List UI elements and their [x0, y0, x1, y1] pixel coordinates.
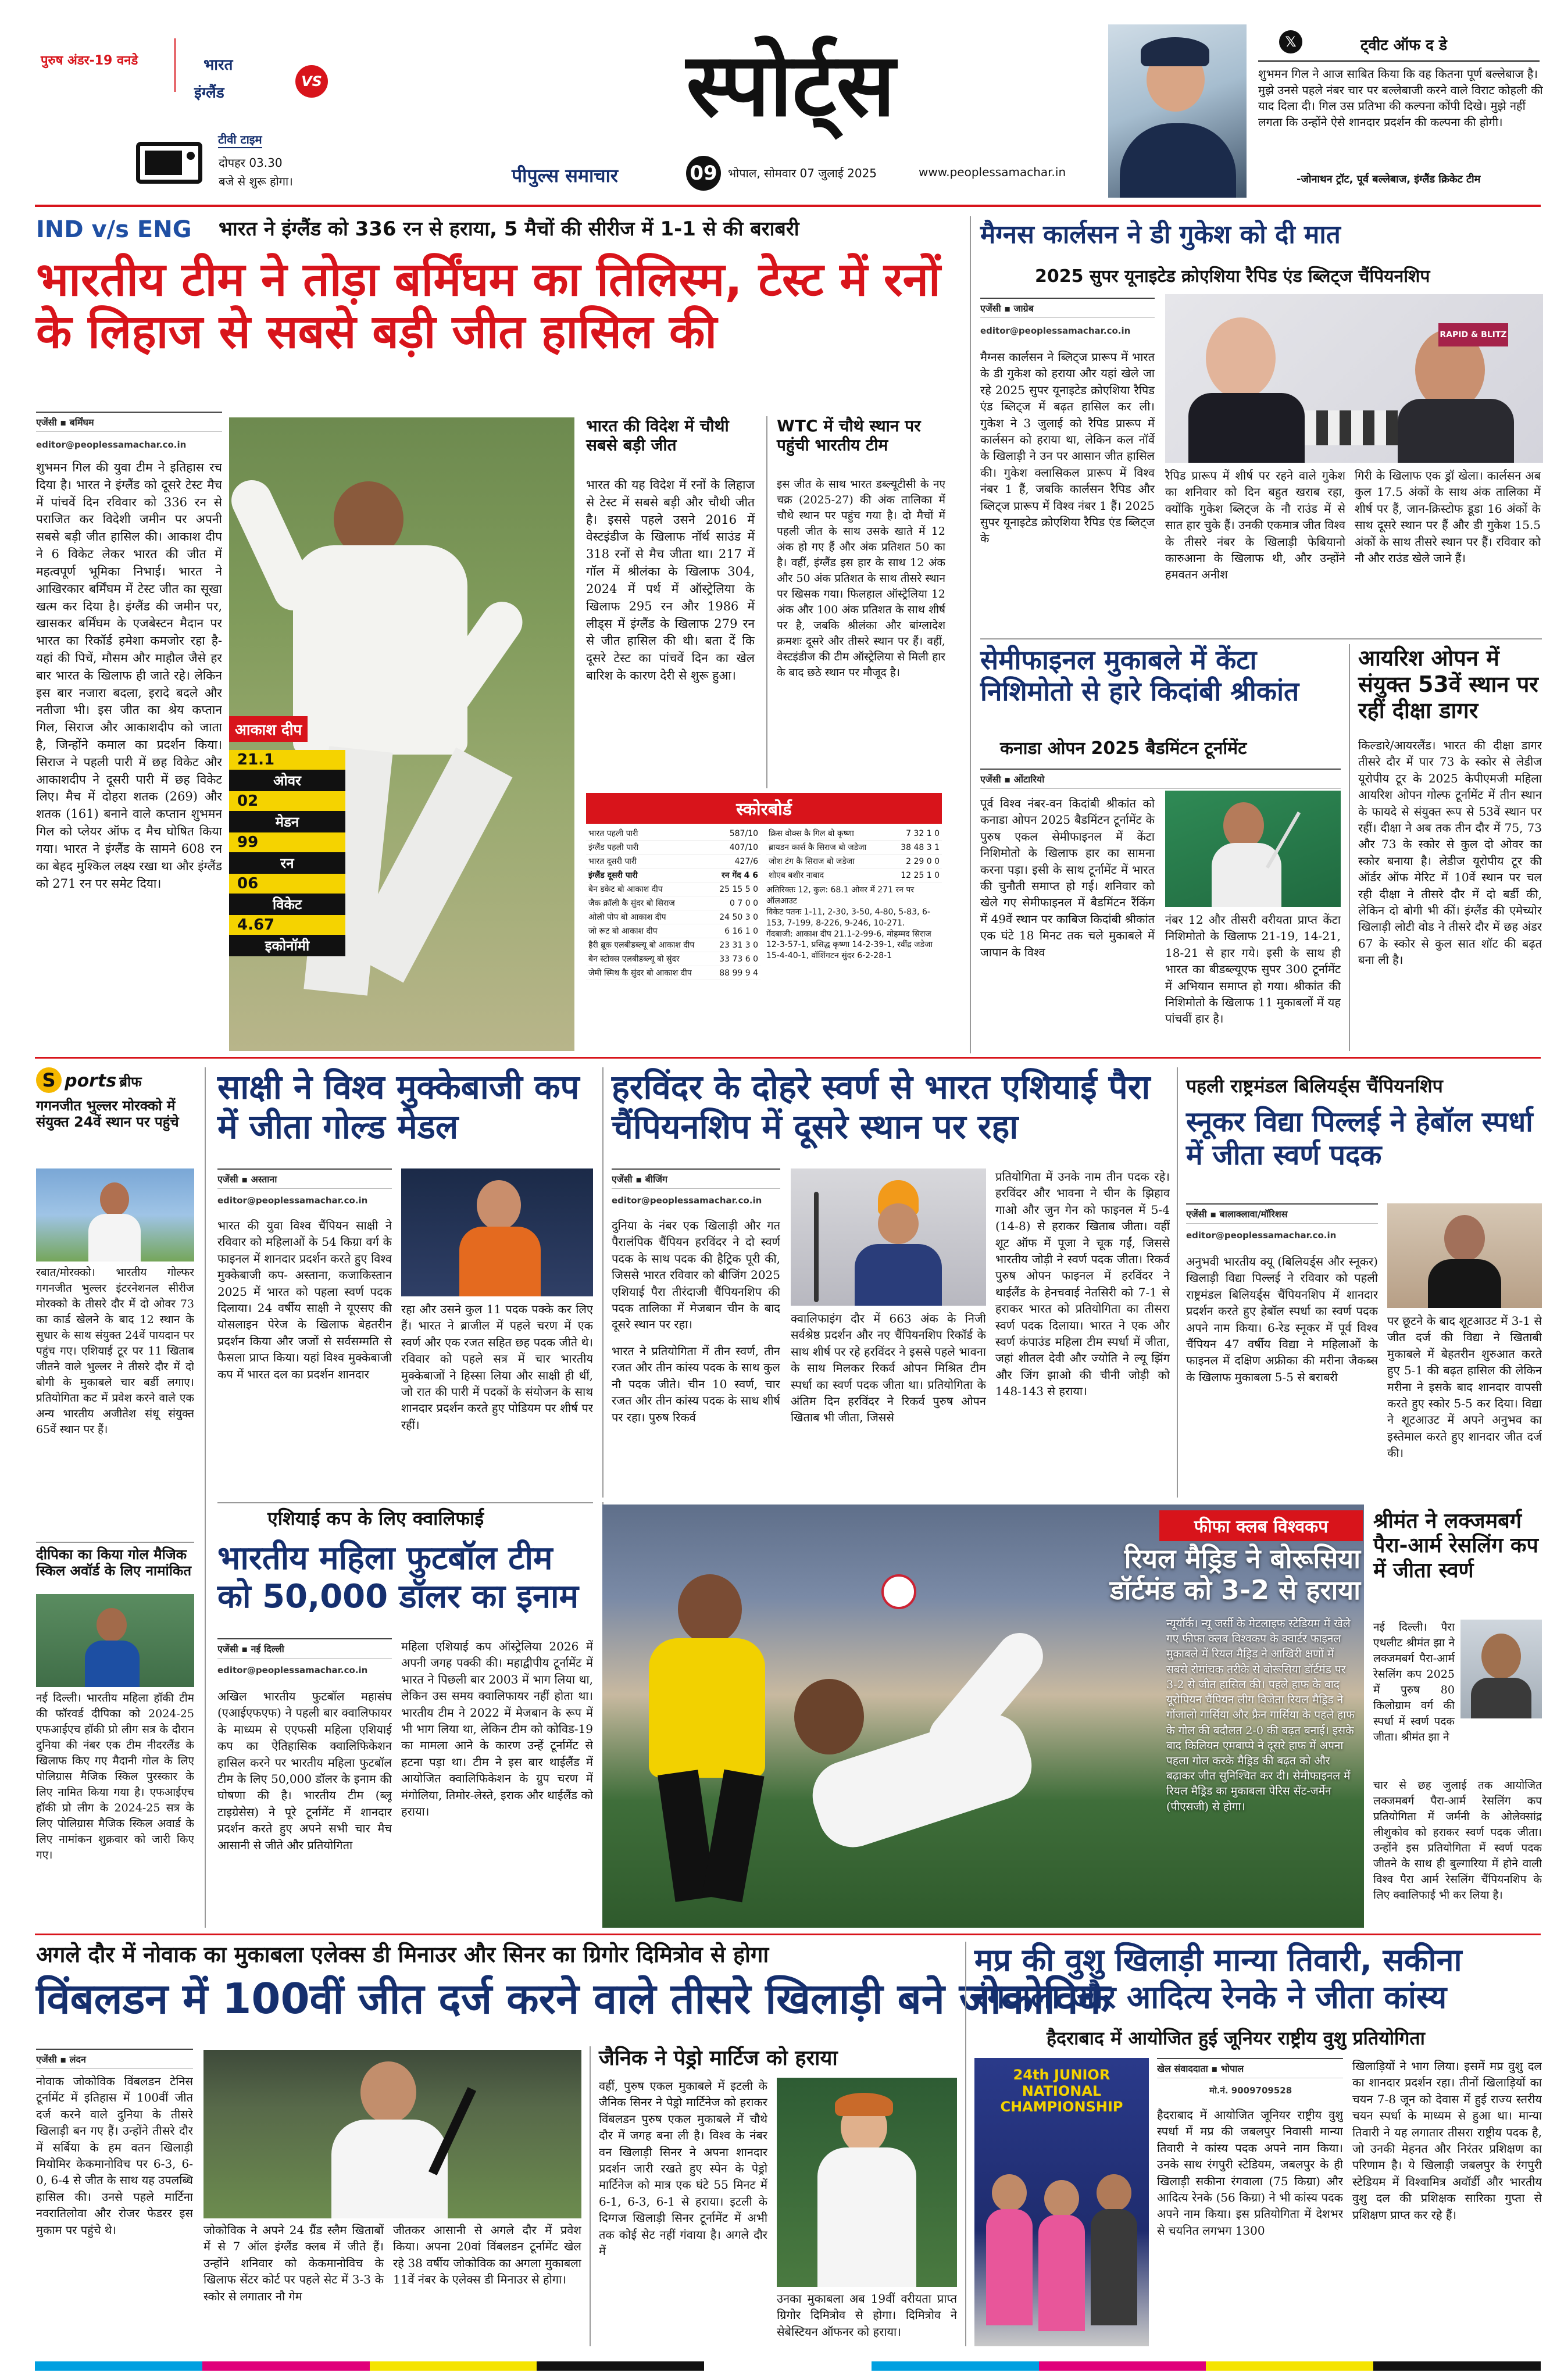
shrimant-photo [1460, 1620, 1542, 1718]
score-row: भारत पहली पारी 587/10 [586, 827, 760, 841]
score-row: जेमी स्मिथ कै सुंदर बो आकाश दीप 88 99 9 4 [586, 966, 760, 980]
sinner-title: जैनिक ने पेड्रो मार्टिज को हराया [599, 2046, 838, 2070]
sakshi-email: editor@peoplessamachar.co.in [217, 1195, 368, 1206]
score-row: हैरी ब्रूक एलबीडब्ल्यू बो आकाश दीप 23 31 3 0 [586, 938, 760, 952]
tv-time-label: टीवी टाइम [218, 131, 262, 148]
carlsen-body2: रैपिड प्रारूप में शीर्ष पर रहने वाले गुकेश का शनिवार को दिन बहुत खराब रहा, क्योंकि गुकेश ब्लिट्ज के नौ राउंड में से सात हार चुके हैं। उनकी एकमात्र जीत विश्व के तीसरे नंबर के खिलाड़ी फेबियानो कारुआना के खिलाफ थी, और उन्होंने हमवतन अनीश [1165, 469, 1345, 582]
divider [1349, 644, 1350, 1051]
player-name-tag: आकाश दीप [229, 716, 308, 742]
brief2-title: दीपिका का किया गोल मैजिक स्किल अवॉर्ड के लिए नामांकित [36, 1546, 192, 1579]
djokovic-photo [203, 2050, 581, 2218]
masthead: स्पोर्ट्स [686, 35, 895, 136]
divider [980, 638, 1542, 639]
side1-body: भारत की यह विदेश में रनों के लिहाज से टेस्ट में सबसे बड़ी और चौथी जीत है। इससे पहले उसने 2016 में वेस्टइंडीज के खिलाफ नॉर्थ साउंड में 318 रनों से मैच जीता था। 217 में गॉल में श्रीलंका के खिलाफ 304, 2024 में पर्थ में ऑस्ट्रेलिया के खिलाफ 295 रन और 1986 में लीड्स में इंग्लैंड के खिलाफ 279 रन से जीत हासिल की थी। बता दें कि दूसरे टेस्ट का पांचवें दिन का खेल बारिश के कारण देरी से शुरू हुआ। [586, 478, 755, 682]
badminton-body2: नंबर 12 और तीसरी वरीयता प्राप्त केंटा निशिमोतो के खिलाफ 21-19, 14-21, 18-21 से हार गये। इसी के साथ ही भारत का बीडब्ल्यूएफ सुपर 300 टूर्नामेंट में अभियान समाप्त हो गया। श्रीकांत की निशिमोतो के खिलाफ 11 मुकाबलों में यह पांचवीं हार है। [1165, 913, 1341, 1026]
trott-photo [1108, 24, 1247, 198]
brief-logo-rest: ports [65, 1071, 117, 1091]
snooker-kicker: पहली राष्ट्रमंडल बिलियर्ड्स चैंपियनशिप [1186, 1075, 1443, 1097]
score-row: शोएब बशीर नाबाद 12 25 1 0 [766, 869, 942, 882]
section-rule [35, 1934, 1541, 1935]
shrimant-headline: श्रीमंत ने लक्जमबर्ग पैरा-आर्म रेसलिंग कप में जीता स्वर्ण [1373, 1509, 1538, 1582]
harvinder-headline: हरविंदर के दोहरे स्वर्ण से भारत एशियाई पैरा चैंपियनशिप में दूसरे स्थान पर रहा [612, 1067, 1151, 1147]
divider [965, 1942, 966, 2346]
stat-value: 99 [229, 832, 345, 852]
vidya-photo [1387, 1203, 1542, 1308]
tv-sub: बजे से शुरू होगा। [219, 174, 293, 188]
stat-value: 06 [229, 874, 345, 894]
side2-title: WTC में चौथे स्थान पर पहुंची भारतीय टीम [777, 416, 921, 455]
sinner-photo [777, 2078, 957, 2287]
fifa-tag: फीफा क्लब विश्वकप [1159, 1510, 1363, 1541]
wushu-photo [974, 2058, 1149, 2346]
sakshi-byline: एजेंसी ▪ अस्ताना [217, 1168, 392, 1189]
snooker-body1: अनुभवी भारतीय क्यू (बिलियर्ड्स और स्नूकर) खिलाड़ी विद्या पिल्लई ने रविवार को पहली राष्ट्रमंडल बिलियर्ड्स चैंपियनशिप में शानदार प्रदर्शन करते हुए हेबॉल स्पर्धा का स्वर्ण पदक अपने नाम किया। 6-रेड स्नूकर में पूर्व विश्व चैंपियन 47 वर्षीय विद्या ने महिलाओं के फाइनल में दक्षिण अफ्रीका की मरीना जैकब्स के खिलाफ मुकाबला 5-5 से बराबरी [1186, 1255, 1378, 1384]
scoreboard-left [586, 827, 760, 980]
sakshi-photo [401, 1168, 593, 1296]
harvinder-body4: प्रतियोगिता में उनके नाम तीन पदक रहे। हरविंदर और भावना ने चीन के झिहाव गाओ और जुन गेन को फाइनल में 5-4 (14-8) से हराकर खिताब जीता। वहीं शूट ऑफ में पूजा ने चूक गईं, जिससे भारतीय जोड़ी ने स्वर्ण पदक जीता। रिकर्व पुरुष ओपन फाइनल में हरविंदर ने थाईलैंड के हेनचवाई नेतसिरी को 7-1 से हराकर भारत को प्रतियोगिता का तीसरा स्वर्ण पदक दिलाया। भारत ने एक और स्वर्ण कंपाउंड महिला टीम स्पर्धा में जीता, जहां शीतल देवी और ज्योति ने ल्यू झिंग और जिंग झाओ की चीनी जोड़ी को 148-143 से हराया। [995, 1170, 1170, 1399]
stat-label: विकेट [229, 894, 345, 915]
divider [217, 1502, 593, 1503]
wushu-banner: 24th JUNIOR NATIONAL CHAMPIONSHIP [1000, 2067, 1123, 2115]
score-summary: अतिरिक्तः 12, कुल: 68.1 ओवर में 271 रन पर ऑलआउट विकेट पतनः 1-11, 2-30, 3-50, 4-80, 5-83, 6-153, 7-199, 8-226, 9-246, 10-271. गेंदबाजी: आकाश दीप 21.1-2-99-6, मोहम्मद सिराज 12-3-57-1, प्रसिद्ध कृष्णा 14-2-39-1, रवींद्र जडेजा 15-4-40-1, वॉशिंगटन सुंदर 6-2-28-1 [766, 885, 933, 961]
wushu-body2: खिलाड़ियों ने भाग लिया। इसमें मप्र वुशु दल का शानदार प्रदर्शन रहा। तीनों खिलाड़ियों का चयन 7-8 जून को देवास में हुई राज्य स्तरीय चयन स्पर्धा के माध्यम से हुआ था। मान्या तिवारी ने यह लगातार तीसरा राष्ट्रीय पदक है, जो उनकी मेहनत और निरंतर प्रशिक्षण का परिणाम है। ये खिलाड़ी जबलपुर के रंगपुरी स्टेडियम में विश्वामित्र अवॉर्डी और भारतीय वुशु दल की प्रशिक्षक सारिका गुप्ता से प्रशिक्षण प्राप्त कर रहे हैं। [1352, 2059, 1542, 2222]
stat-label: इकोनॉमी [229, 935, 345, 956]
djokovic-body2: जोकोविक ने अपने 24 ग्रैंड स्लैम खिताबों में से 7 ऑल इंग्लैंड क्लब में जीते हैं। उन्होंने शनिवार को केकमानोविच के खिलाफ सेंटर कोर्ट पर पहले सेट में 3-3 के स्कोर से लगातार नौ गेम [203, 2223, 384, 2303]
carlsen-email: editor@peoplessamachar.co.in [980, 326, 1131, 336]
carlsen-body3: गिरी के खिलाफ एक ड्रॉ खेला। कार्लसन अब कुल 17.5 अंकों के साथ अंक तालिका में शीर्ष पर हैं, जान-क्रिस्टोफ डूडा 16 अंकों के साथ दूसरे स्थान पर हैं और डी गुकेश 15.5 अंकों के साथ तीसरे स्थान पर हैं। रविवार को नौ और राउंड खेले जाने हैं। [1355, 469, 1541, 565]
brief1-body: रबात/मोरक्को। भारतीय गोल्फर गगनजीत भुल्लर इंटरनेशनल सीरीज मोरक्को के तीसरे दौर में दो ओवर 73 का कार्ड खेलने के बाद 12 स्थान के सुधार के साथ संयुक्त 24वें पायदान पर पहुंच गए। एशियाई टूर पर 11 खिताब जीतने वाले भुल्लर ने तीसरे दौर में दो बोगी के मुकाबले चार बर्डी लगाए। प्रतियोगिता कट में प्रवेश करने वाले एक अन्य भारतीय अजीतेश संधू संयुक्त 65वें स्थान पर हैं। [36, 1266, 194, 1436]
divider [36, 1542, 194, 1543]
side1-title: भारत की विदेश में चौथी सबसे बड़ी जीत [586, 416, 729, 455]
lead-kicker: भारत ने इंग्लैंड को 336 रन से हराया, 5 मैचों की सीरीज में 1-1 से की बराबरी [219, 217, 799, 241]
football-byline: एजेंसी ▪ नई दिल्ली [217, 1638, 392, 1659]
divider [766, 416, 767, 788]
tv-time: दोपहर 03.30 [219, 156, 283, 170]
tweet-body: शुभमन गिल ने आज साबित किया कि वह कितना पूर्ण बल्लेबाज है। मुझे उनसे पहले नंबर चार पर बल्लेबाजी करने वाले विराट कोहली की याद दिला दी। गिल उस प्रतिभा की कल्पना कोंपी दिखे। मुझे नहीं लगता कि उन्होंने ऐसे शानदार प्रदर्शन की कल्पना की होगी। [1258, 67, 1543, 129]
stat-label: मेडन [229, 811, 345, 832]
wushu-mobile: मो.नं. 9009709528 [1209, 2085, 1292, 2096]
column-divider [970, 216, 971, 1053]
tweet-sign: -जोनाथन ट्रॉट, पूर्व बल्लेबाज, इंग्लैंड क्रिकेट टीम [1297, 173, 1481, 185]
carlsen-body1: मैग्नस कार्लसन ने ब्लिट्ज प्रारूप में भारत के डी गुकेश को हराया और यहां खेले जा रहे 2025 सुपर यूनाइटेड क्रोएशिया रैपिड एंड ब्लिट्ज में बढ़त हासिल कर ली। गुकेश ने 3 जुलाई को रैपिड प्रारूप में कार्लसन को हराया था, लेकिन कल नॉर्वे के खिलाड़ी ने उन पर आसान जीत हासिल की। गुकेश क्लासिकल प्रारूप में विश्व नंबर 1 हैं, जबकि कार्लसन रैपिड और ब्लिट्ज प्रारूप में विश्व नंबर 1 हैं। 2025 सुपर यूनाइटेड क्रोएशिया रैपिड एंड ब्लिट्ज के [980, 350, 1155, 546]
srikanth-photo [1165, 791, 1341, 907]
shrimant-body2: चार से छह जुलाई तक आयोजित लक्जमबर्ग पैरा-आर्म रेसलिंग कप प्रतियोगिता में जर्मनी के ओलेक्सांद्र लीशुकोव को हराकर स्वर्ण पदक जीता। उन्होंने इस प्रतियोगिता में स्वर्ण पदक जीतने के साथ ही बुल्गारिया में होने वाली विश्व पैरा आर्म रेसलिंग चैंपियनशिप के लिए क्वालिफाई भी कर लिया है। [1373, 1779, 1542, 1902]
divider [174, 38, 176, 92]
score-row: जो रूट बो आकाश दीप 6 16 1 0 [586, 924, 760, 938]
fifa-body: न्यूयॉर्क। न्यू जर्सी के मेटलाइफ स्टेडियम में खेले गए फीफा क्लब विश्वकप के क्वार्टर फाइनल मुकाबले में रियल मैड्रिड ने आखिरी क्षणों में सबसे रोमांचक तरीके से बोरूसिया डॉर्टमंड पर 3-2 से जीत हासिल की। पहले हाफ के बाद यूरोपियन चैंपियन लीग विजेता रियल मैड्रिड ने गोंजालो गार्सिया और फ्रैन गार्सिया के पहले हाफ के गोल की बदौलत 2-0 की बढ़त बनाई। इसके बाद किलियन एमबाप्पे ने दूसरे हाफ में अपना पहला गोल करके मैड्रिड की बढ़त को और बढ़ाकर जीत सुनिश्चित कर दी। सेमीफाइनल में रियल मैड्रिड का मुकाबला पेरिस सेंट-जर्मेन (पीएसजी) से होगा। [1166, 1617, 1355, 1813]
djokovic-body3: जीतकर आसानी से अगले दौर में प्रवेश किया। अपना 20वां विंबलडन टूर्नामेंट खेल रहे 38 वर्षीय जोकोविक का अगला मुकाबला 11वें नंबर के एलेक्स डी मिनाउर से होगा। [393, 2223, 581, 2287]
sakshi-body1: भारत की युवा विश्व चैंपियन साक्षी ने रविवार को महिलाओं के 54 किग्रा वर्ग के फाइनल में शानदार प्रदर्शन करते हुए विश्व मुक्केबाजी कप- अस्ताना, कजाकिस्तान 2025 में भारत को पहला स्वर्ण पदक दिलाया। 24 वर्षीय साक्षी ने यूएसए की योसलाइन पेरेज के खिलाफ बेहतरीन प्रदर्शन किया और जजों से सर्वसम्मति से फैसला प्राप्त किया। यहां विश्व मुक्केबाजी कप में भारत दल का प्रदर्शन शानदार [217, 1218, 392, 1381]
stats-box [229, 750, 345, 956]
football-email: editor@peoplessamachar.co.in [217, 1665, 368, 1675]
score-row: जैक क्रॉली कै सुंदर बो सिराज 0 7 0 0 [586, 896, 760, 910]
djokovic-headline: विंबलडन में 100वीं जीत दर्ज करने वाले तीसरे खिलाड़ी बने जोकोविक [36, 1974, 1110, 2023]
carlsen-headline: मैग्नस कार्लसन ने डी गुकेश को दी मात [980, 220, 1341, 249]
divider [590, 2046, 591, 2346]
score-row: ब्रायडन कार्स कै सिराज बो जडेजा 38 48 3 1 [766, 841, 942, 855]
score-row: जोश टंग कै सिराज बो जडेजा 2 29 0 0 [766, 855, 942, 869]
harvinder-body3: भारत ने प्रतियोगिता में तीन स्वर्ण, तीन रजत और तीन कांस्य पदक के साथ कुल नौ पदक जीते। चीन 10 स्वर्ण, चार रजत और तीन कांस्य पदक के साथ शीर्ष पर रहा। पुरुष रिकर्व [612, 1344, 780, 1424]
djokovic-byline: एजेंसी ▪ लंदन [36, 2049, 193, 2069]
page-number: 09 [686, 156, 721, 191]
dateline: भोपाल, सोमवार 07 जुलाई 2025 [728, 166, 877, 180]
wushu-byline: खेल संवाददाता ▪ भोपाल [1157, 2058, 1343, 2078]
section-rule [35, 1057, 1541, 1059]
shrimant-body1: नई दिल्ली। पैरा एथलीट श्रीमंत झा ने लक्जमबर्ग पैरा-आर्म रेसलिंग कप 2025 में पुरुष 80 किलोग्राम वर्ग की स्पर्धा में स्वर्ण पदक जीता। श्रीमंत झा ने [1373, 1621, 1455, 1743]
brief2-body: नई दिल्ली। भारतीय महिला हॉकी टीम की फॉरवर्ड दीपिका को 2024-25 एफआईएच हॉकी प्रो लीग सत्र के दौरान दुनिया की नंबर एक टीम नीदरलैंड के खिलाफ किए गए मैदानी गोल के लिए पोलिग्रास मैजिक स्किल पुरस्कार के लिए नामित किया गया है। एफआईएच हॉकी प्रो लीग के 2024-25 सत्र के लिए पोलिग्रास मैजिक स्किल अवार्ड के लिए नामांकन शुक्रवार को जारी किए गए। [36, 1692, 194, 1861]
sinner-body1: वहीं, पुरुष एकल मुकाबले में इटली के जैनिक सिनर ने पेड्रो मार्टिनेज को हराकर विंबलडन पुरुष एकल मुकाबले में चौथे दौर में जगह बना ली है। विश्व के नंबर वन खिलाड़ी सिनर ने अपना शानदार प्रदर्शन जारी रखते हुए स्पेन के पेड्रो मार्टिनेज को मात्र एक घंटे 55 मिनट में 6-1, 6-3, 6-1 से हराया। इटली के दिग्गज खिलाड़ी सिनर टूर्नामेंट में अभी तक कोई सेट नहीं गंवाया है। अगले दौर में [599, 2079, 767, 2258]
djokovic-body1: नोवाक जोकोविक विंबलडन टेनिस टूर्नामेंट में इतिहास में 100वीं जीत दर्ज करने वाले दुनिया के तीसरे खिलाड़ी बन गए हैं। उन्होंने तीसरे दौर में सर्बिया के हम वतन खिलाड़ी मियोमिर केकमानोविच पर 6-3, 6-0, 6-4 से जीत के साथ यह उपलब्धि हासिल की। उनसे पहले मार्टिना नवरातिलोवा और रोजर फेडरर इस मुकाम पर पहुंचे थे। [36, 2074, 193, 2237]
website[interactable]: www.peoplessamachar.in [919, 165, 1066, 179]
football-body2: महिला एशियाई कप ऑस्ट्रेलिया 2026 में अपनी जगह पक्की की। महाद्वीपीय टूर्नामेंट में भारत ने पिछली बार 2003 में भाग लिया था, लेकिन उस समय क्वालिफायर नहीं होता था। भारतीय टीम ने 2022 में मेजबान के रूप में भी भाग लिया था, लेकिन टीम को कोविड-19 का मामला आने के कारण उन्हें टूर्नामेंट से हटना पड़ा था। टीम ने इस बार थाईलैंड में आयोजित क्वालिफिकेशन के ग्रुप चरण में मंगोलिया, तिमोर-लेस्ते, इराक और थाईलैंड को हराया। [401, 1639, 593, 1818]
stat-label: रन [229, 852, 345, 874]
tv-icon [136, 142, 202, 184]
lead-email: editor@peoplessamachar.co.in [36, 439, 187, 450]
team1: भारत [203, 56, 233, 74]
print-color-bar [35, 2361, 1541, 2371]
score-row: बेन डकेट बो आकाश दीप 25 15 5 0 [586, 882, 760, 896]
football-headline: भारतीय महिला फुटबॉल टीम को 50,000 डॉलर का इनाम [217, 1539, 579, 1616]
sakshi-headline: साक्षी ने विश्व मुक्केबाजी कप में जीता गोल्ड मेडल [217, 1067, 580, 1147]
fifa-headline: रियल मैड्रिड ने बोरूसिया डॉर्टमंड को 3-2 से हराया [1109, 1543, 1360, 1606]
badminton-headline: सेमीफाइनल मुकाबले में केंटा निशिमोतो से हारे किदांबी श्रीकांत [980, 644, 1299, 707]
harvinder-email: editor@peoplessamachar.co.in [612, 1195, 762, 1206]
paper-name: पीपुल्स समाचार [512, 165, 618, 187]
snooker-headline: स्नूकर विद्या पिल्लई ने हेबॉल स्पर्धा में जीता स्वर्ण पदक [1186, 1106, 1533, 1171]
score-row: ओली पोप बो आकाश दीप 24 50 3 0 [586, 910, 760, 924]
sakshi-body2: रहा और उसने कुल 11 पदक पक्के कर लिए हैं। भारत ने ब्राजील में पहले चरण में एक स्वर्ण और एक रजत सहित छह पदक जीते थे। रविवार को पहले सत्र में चार भारतीय मुक्केबाजों ने हिस्सा लिया और साक्षी ही थीं, जो रात की पारी में पदकों के संयोजन के साथ शानदार प्रदर्शन करते हुए पोडियम पर शीर्ष पर रहीं। [401, 1302, 593, 1432]
header-rule [35, 205, 1541, 207]
stat-value: 21.1 [229, 750, 345, 770]
wushu-body1: हैदराबाद में आयोजित जूनियर राष्ट्रीय वुशु स्पर्धा में मप्र की जबलपुर निवासी मान्या तिवारी ने कांस्य पदक अपने नाम किया। उनके साथ रंगपुरी स्टेडियम, जबलपुर के ही खिलाड़ी सकीना रंगवाला (75 किग्रा) और आदित्य रेनके (56 किग्रा) ने भी कांस्य पदक अपने नाम किया। इस प्रतियोगिता में देशभर से चयनित लगभग 1300 [1157, 2108, 1343, 2238]
stat-value: 4.67 [229, 915, 345, 935]
brief-logo [36, 1067, 193, 1094]
score-row: क्रिस वोक्स कै गिल बो कृष्णा 7 32 1 0 [766, 827, 942, 841]
deepika-photo [36, 1594, 194, 1687]
snooker-byline: एजेंसी ▪ बालाक्लावा/मॉरिशस [1186, 1203, 1378, 1224]
sinner-body2: उनका मुकाबला अब 19वीं वरीयता प्राप्त ग्रिगोर दिमित्रोव से होगा। दिमित्रोव ने सेबेस्टियन ऑफनर को हराया। [777, 2292, 957, 2339]
wushu-headline: मप्र की वुशु खिलाड़ी मान्या तिवारी, सकीना रंगवाला और आदित्य रेनके ने जीता कांस्य [974, 1942, 1462, 2016]
ind-eng-tag: IND v/s ENG [36, 216, 192, 243]
chess-photo: RAPID & BLITZ [1165, 294, 1543, 463]
brief-logo-s: S [36, 1067, 62, 1093]
football-body1: अखिल भारतीय फुटबॉल महासंघ (एआईएफएफ) ने पहली बार क्वालिफायर के माध्यम से एएफसी महिला एशियाई कप का ऐतिहासिक क्वालिफिकेशन हासिल करने पर भारतीय महिला फुटबॉल टीम के लिए 50,000 डॉलर के इनाम की घोषणा की है। भारतीय टीम (ब्लू टाइग्रेसेस) ने पूरे टूर्नामेंट में शानदार प्रदर्शन करते हुए अपने सभी चार मैच आसानी से जीते और प्रतियोगिता [217, 1689, 392, 1852]
tweet-title: ट्वीट ऑफ द डे [1360, 37, 1447, 54]
x-icon: 𝕏 [1279, 30, 1302, 53]
carlsen-byline: एजेंसी ▪ जाग्रेब [980, 298, 1155, 318]
scoreboard-right [766, 827, 942, 962]
scoreboard-title: स्कोरबोर्ड [586, 793, 942, 824]
stat-value: 02 [229, 791, 345, 811]
snooker-body2: पर छूटने के बाद शूटआउट में 3-1 से जीत दर्ज की विद्या ने खिताबी मुकाबले में बेहतरीन शुरुआत करते हुए 5-1 की बढ़त हासिल की लेकिन मरीना ने इसके बाद शानदार वापसी करते हुए स्कोर 5-5 कर दिया। विद्या ने शूटआउट में अपने अनुभव का इस्तेमाल करते हुए शानदार जीत दर्ज की। [1387, 1314, 1542, 1460]
stat-label: ओवर [229, 770, 345, 791]
bhullar-photo [36, 1168, 194, 1262]
brief1-title: गगनजीत भुल्लर मोरक्को में संयुक्त 24वें स्थान पर पहुंचे [36, 1098, 179, 1131]
lead-headline: भारतीय टीम ने तोड़ा बर्मिंघम का तिलिस्म, टेस्ट में रनों के लिहाज से सबसे बड़ी जीत हासिल की [36, 252, 941, 359]
harvinder-byline: एजेंसी ▪ बीजिंग [612, 1168, 780, 1189]
header-under19: पुरुष अंडर-19 वनडे [41, 53, 138, 68]
harvinder-body2: क्वालिफाइंग दौर में 663 अंक के निजी सर्वश्रेष्ठ प्रदर्शन और नए चैंपियनशिप रिकॉर्ड के साथ शीर्ष पर रहे हरविंदर ने इससे पहले भावना के साथ मिलकर रिकर्व ओपन मिश्रित टीम स्पर्धा का स्वर्ण पदक जीता था। प्रतियोगिता के अंतिम दिन हरविंदर ने रिकर्व पुरुष ओपन खिताब भी जीता, जिससे [791, 1311, 986, 1425]
lead-byline: एजेंसी ▪ बर्मिंघम [36, 412, 222, 432]
irish-body: किल्डारे/आयरलैंड। भारत की दीक्षा डागर तीसरे दौर में पार 73 के स्कोर से लेडीज यूरोपीय टूर के 2025 केपीएमजी महिला आयरिश ओपन गोल्फ टूर्नामेंट में तीन स्थान के फायदे से संयुक्त रूप से 53वें स्थान पर रहीं। दीक्षा ने अब तक तीन दौर में 75, 73 और 73 के स्कोर से कुल दो ओवर का स्कोर बनाया है। लेडीज यूरोपीय टूर की ऑर्डर ऑफ मेरिट में 10वें स्थान पर चल रही दीक्षा ने तीसरे दौर में दो बर्डी की, लेकिन दो बोगी भी कीं। इंग्लैंड की एमेच्योर खिलाड़ी लोटी वोड ने तीसरे दौर में छह अंडर 67 के स्कोर से कुल सात शॉट की बढ़त बना ली है। [1358, 738, 1542, 967]
irish-headline: आयरिश ओपन में संयुक्त 53वें स्थान पर रहीं दीक्षा डागर [1358, 645, 1538, 723]
team2: इंग्लैंड [194, 84, 224, 102]
badminton-byline: एजेंसी ▪ ओंटारियो [980, 769, 1341, 789]
score-row: भारत दूसरी पारी 427/6 [586, 855, 760, 869]
carlsen-sub: 2025 सुपर यूनाइटेड क्रोएशिया रैपिड एंड ब्लिट्ज चैंपियनशिप [1035, 266, 1430, 287]
divider [602, 1067, 603, 1498]
djokovic-kicker: अगले दौर में नोवाक का मुकाबला एलेक्स डी मिनाउर और सिनर का ग्रिगोर दिमित्रोव से होगा [36, 1942, 769, 1967]
vs-badge: VS [295, 65, 328, 98]
score-row: बेन स्टोक्स एलबीडब्ल्यू बो सुंदर 33 73 6 0 [586, 952, 760, 966]
snooker-email: editor@peoplessamachar.co.in [1186, 1230, 1337, 1241]
harvinder-photo [791, 1168, 986, 1306]
badminton-sub: कनाडा ओपन 2025 बैडमिंटन टूर्नामेंट [1000, 738, 1247, 759]
score-row: इंग्लैंड दूसरी पारी रन गेंद 4 6 [586, 869, 760, 882]
score-row: इंग्लैंड पहली पारी 407/10 [586, 841, 760, 855]
divider [205, 1067, 206, 1928]
harvinder-body1: दुनिया के नंबर एक खिलाड़ी और गत पैरालंपिक चैंपियन हरविंदर ने दो स्वर्ण पदक के साथ पदक की हैट्रिक पूरी की, जिससे भारत रविवार को बीजिंग 2025 एशियाई पैरा तीरंदाजी चैंपियनशिप की पदक तालिका में मेजबान चीन के बाद दूसरे स्थान पर रहा। [612, 1218, 780, 1332]
wushu-sub: हैदराबाद में आयोजित हुई जूनियर राष्ट्रीय वुशु प्रतियोगिता [1047, 2027, 1425, 2049]
side2-body: इस जीत के साथ भारत डब्ल्यूटीसी के नए चक्र (2025-27) की अंक तालिका में चौथे स्थान पर पहुंच गया है। दो मैचों में पहली जीत के साथ उसके खाते में 12 अंक हो गए हैं और अंक प्रतिशत 50 का है। वहीं, इंग्लैंड इस हार के साथ 12 अंक और 50 अंक प्रतिशत के साथ तीसरे स्थान पर खिसक गया। फिलहाल ऑस्ट्रेलिया 12 अंक और 100 अंक प्रतिशत के साथ शीर्ष पर है, जबकि श्रीलंका और बांग्लादेश क्रमशः दूसरे और तीसरे स्थान पर हैं। वहीं, वेस्टइंडीज की टीम ऑस्ट्रेलिया से मिली हार के बाद छठे स्थान पर मौजूद है। [777, 478, 945, 679]
football-kicker: एशियाई कप के लिए क्वालिफाई [267, 1507, 484, 1530]
divider [1177, 1067, 1178, 1498]
badminton-body1: पूर्व विश्व नंबर-वन किदांबी श्रीकांत को कनाडा ओपन 2025 बैडमिंटन टूर्नामेंट के पुरुष एकल सेमीफाइनल में केंटा निशिमोतो के खिलाफ हार का सामना करना पड़ा। इसी के साथ टूर्नामेंट में भारत की चुनौती समाप्त हो गई। शनिवार को खेले गए सेमीफाइनल में बैडमिंटन रैंकिंग में 49वें स्थान पर काबिज किदांबी श्रीकांत एक घंटे 18 मिनट तक चले मुकाबले में जापान के विश्व [980, 796, 1155, 959]
divider [1258, 60, 1540, 62]
lead-body: शुभमन गिल की युवा टीम ने इतिहास रच दिया है। भारत ने इंग्लैंड को दूसरे टेस्ट मैच में पांचवें दिन रविवार को 336 रन से पराजित कर विदेशी जमीन पर अपनी सबसे बड़ी जीत हासिल की। आकाश दीप ने 6 विकेट लेकर भारत की जीत में महत्वपूर्ण भूमिका निभाई। भारत ने आखिरकार बर्मिंघम में टेस्ट जीत का सूखा खत्म कर दिया है। इंग्लैंड की जमीन पर, खासकर बर्मिंघम के एजबेस्टन मैदान पर भारत का रिकॉर्ड हमेशा कमजोर रहा है-यहां की पिचें, मौसम और माहौल जैसे हर बार भारत के खिलाफ ही जाते रहे। लेकिन इस बार नजारा बदला, इरादे बदले और नतीजा भी। इस जीत का श्रेय कप्तान गिल, सिराज और आकाशदीप को जाता है, जिन्होंने कमाल का प्रदर्शन किया। सिराज ने पहली पारी में छह विकेट और आकाशदीप ने दूसरी पारी में छह विकेट लिए। मैच में दोहरा शतक (269) और शतक (161) बनाने वाले कप्तान शुभमन गिल को प्लेयर ऑफ द मैच घोषित किया गया। भारत ने इंग्लैंड के सामने 608 रन का बेहद मुश्किल लक्ष्य रखा था और इंग्लैंड को 271 रन पर समेट दिया। [36, 460, 222, 891]
brief-logo-tag: ब्रीफ [119, 1074, 142, 1090]
